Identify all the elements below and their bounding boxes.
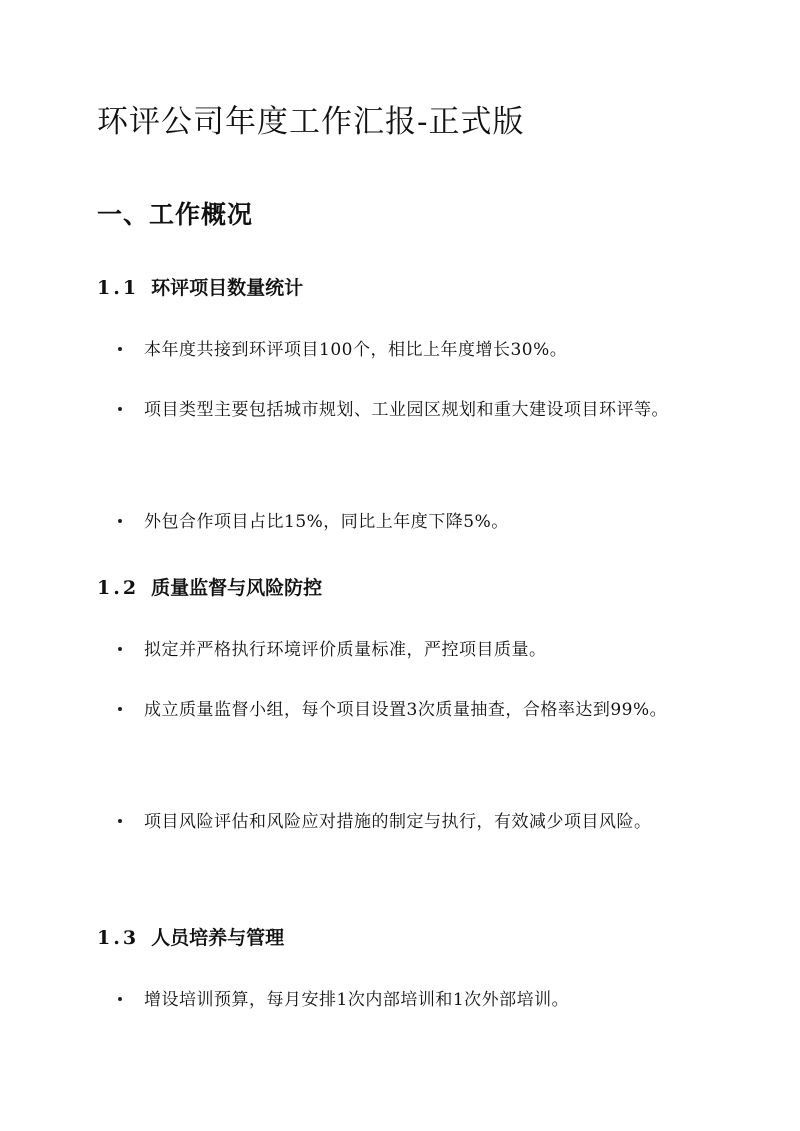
list-item <box>118 624 698 676</box>
subsection-heading-1-2 <box>97 573 322 600</box>
subsection-heading-1-1 <box>97 273 303 300</box>
list-item <box>118 974 698 1026</box>
subsection-number: 1.2 <box>97 577 140 599</box>
document-title: 环评公司年度工作汇报-正式版 <box>97 104 525 140</box>
list-item-text: 项目类型主要包括城市规划、工业园区规划和重大建设项目环评等。 <box>144 400 669 420</box>
subsection-heading-1-3 <box>97 923 284 950</box>
bullet-icon <box>118 819 122 823</box>
section-heading-overview: 一、工作概况 <box>97 200 254 229</box>
bullet-icon <box>118 407 122 411</box>
bullet-icon <box>118 647 122 651</box>
list-item-text: 本年度共接到环评项目100个，相比上年度增长30%。 <box>144 340 568 360</box>
bullet-icon <box>118 347 122 351</box>
list-item-text: 增设培训预算，每月安排1次内部培训和1次外部培训。 <box>144 990 570 1010</box>
subsection-title: 环评项目数量统计 <box>151 277 304 299</box>
bullet-icon <box>118 519 122 523</box>
bullet-icon <box>118 707 122 711</box>
list-item <box>118 384 693 436</box>
subsection-title: 人员培养与管理 <box>151 927 285 949</box>
list-item <box>118 496 698 548</box>
list-item <box>118 796 693 848</box>
bullet-icon <box>118 997 122 1001</box>
subsection-number: 1.3 <box>97 927 140 949</box>
list-item <box>118 324 698 376</box>
list-item-text: 成立质量监督小组，每个项目设置3次质量抽查，合格率达到99%。 <box>144 700 668 720</box>
subsection-title: 质量监督与风险防控 <box>151 577 323 599</box>
list-item-text: 外包合作项目占比15%，同比上年度下降5%。 <box>144 512 509 532</box>
list-item <box>118 684 698 736</box>
list-item-text: 拟定并严格执行环境评价质量标准，严控项目质量。 <box>144 640 547 660</box>
subsection-number: 1.1 <box>97 277 140 299</box>
list-item-text: 项目风险评估和风险应对措施的制定与执行，有效减少项目风险。 <box>144 812 652 832</box>
